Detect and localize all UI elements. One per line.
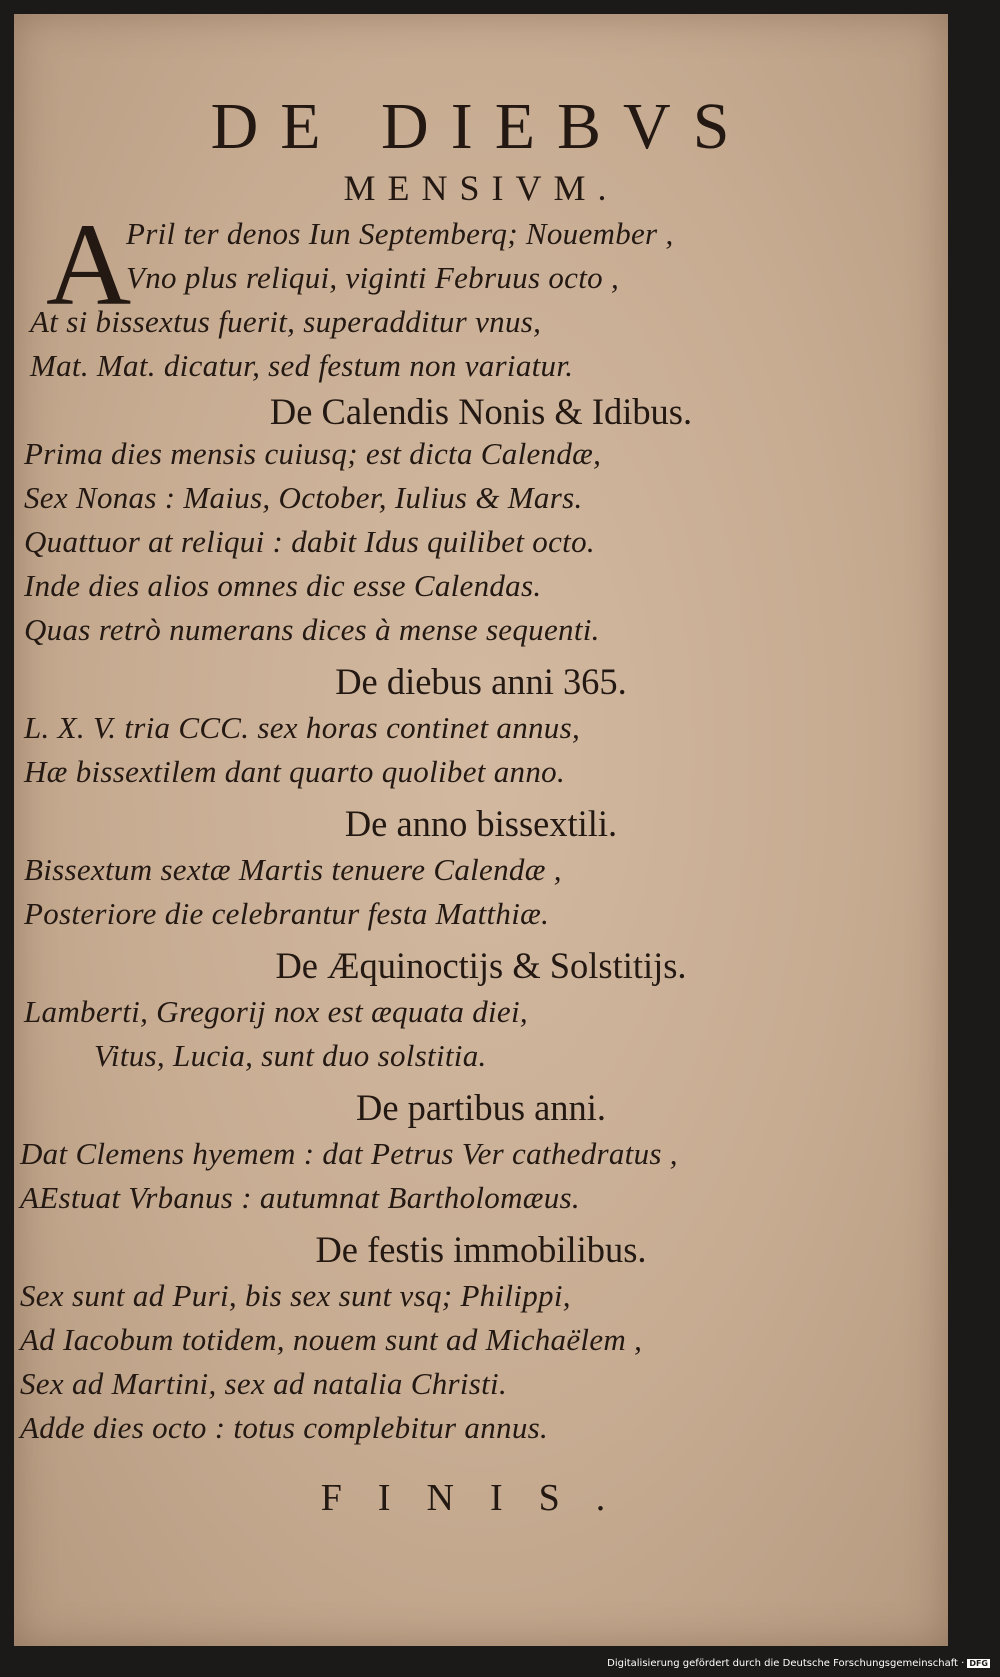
page-content: [14, 14, 948, 1646]
page-subtitle: MENSIVM.: [343, 168, 619, 208]
verse-line: Lamberti, Gregorij nox est æquata diei,: [24, 994, 528, 1029]
section-heading: De Æquinoctijs & Solstitijs.: [275, 946, 687, 987]
verse-line: Sex Nonas : Maius, October, Iulius & Mars.: [24, 480, 583, 515]
verse-line: Pril ter denos Iun Septemberq; Nouember ,: [126, 216, 674, 251]
verse-line: Quattuor at reliqui : dabit Idus quilibet octo.: [24, 524, 595, 559]
verse-line: Prima dies mensis cuiusq; est dicta Calendæ,: [24, 436, 602, 471]
verse-line: Dat Clemens hyemem : dat Petrus Ver cathedratus ,: [20, 1136, 678, 1171]
verse-line: Bissextum sextæ Martis tenuere Calendæ ,: [24, 852, 562, 887]
verse-line: At si bissextus fuerit, superadditur vnus,: [30, 304, 542, 339]
section-heading: De Calendis Nonis & Idibus.: [269, 392, 693, 433]
page-title: DE DIEBVS: [210, 90, 752, 163]
verse-line: Vitus, Lucia, sunt duo solstitia.: [94, 1038, 487, 1073]
section-heading: De diebus anni 365.: [335, 662, 627, 703]
verse-line: Inde dies alios omnes dic esse Calendas.: [24, 568, 542, 603]
verse-line: L. X. V. tria CCC. sex horas continet annus,: [24, 710, 581, 745]
verse-line: Adde dies octo : totus complebitur annus.: [20, 1410, 549, 1445]
verse-line: Ad Iacobum totidem, nouem sunt ad Michaëlem ,: [20, 1322, 643, 1357]
verse-line: Mat. Mat. dicatur, sed festum non variatur.: [30, 348, 574, 383]
verse-line: Quas retrò numerans dices à mense sequenti.: [24, 612, 600, 647]
book-page: [14, 14, 948, 1646]
verse-line: Vno plus reliqui, viginti Februus octo ,: [126, 260, 620, 295]
section-heading: De partibus anni.: [355, 1088, 606, 1129]
verse-line: Hæ bissextilem dant quarto quolibet anno.: [24, 754, 565, 789]
section-heading: De festis immobilibus.: [315, 1230, 647, 1271]
digitization-credit: [607, 1658, 990, 1669]
drop-cap: A: [46, 199, 132, 330]
verse-line: Sex ad Martini, sex ad natalia Christi.: [20, 1366, 508, 1401]
dfg-logo: DFG: [969, 1658, 988, 1668]
verse-line: Sex sunt ad Puri, bis sex sunt vsq; Philippi,: [20, 1278, 571, 1313]
finis-text: FINIS.: [320, 1477, 642, 1519]
verse-line: AEstuat Vrbanus : autumnat Bartholomæus.: [20, 1180, 580, 1215]
credit-text: Digitalisierung gefördert durch die Deutsche Forschungsgemeinschaft ·: [607, 1658, 965, 1669]
verse-line: Posteriore die celebrantur festa Matthiæ.: [24, 896, 550, 931]
section-heading: De anno bissextili.: [344, 804, 618, 845]
